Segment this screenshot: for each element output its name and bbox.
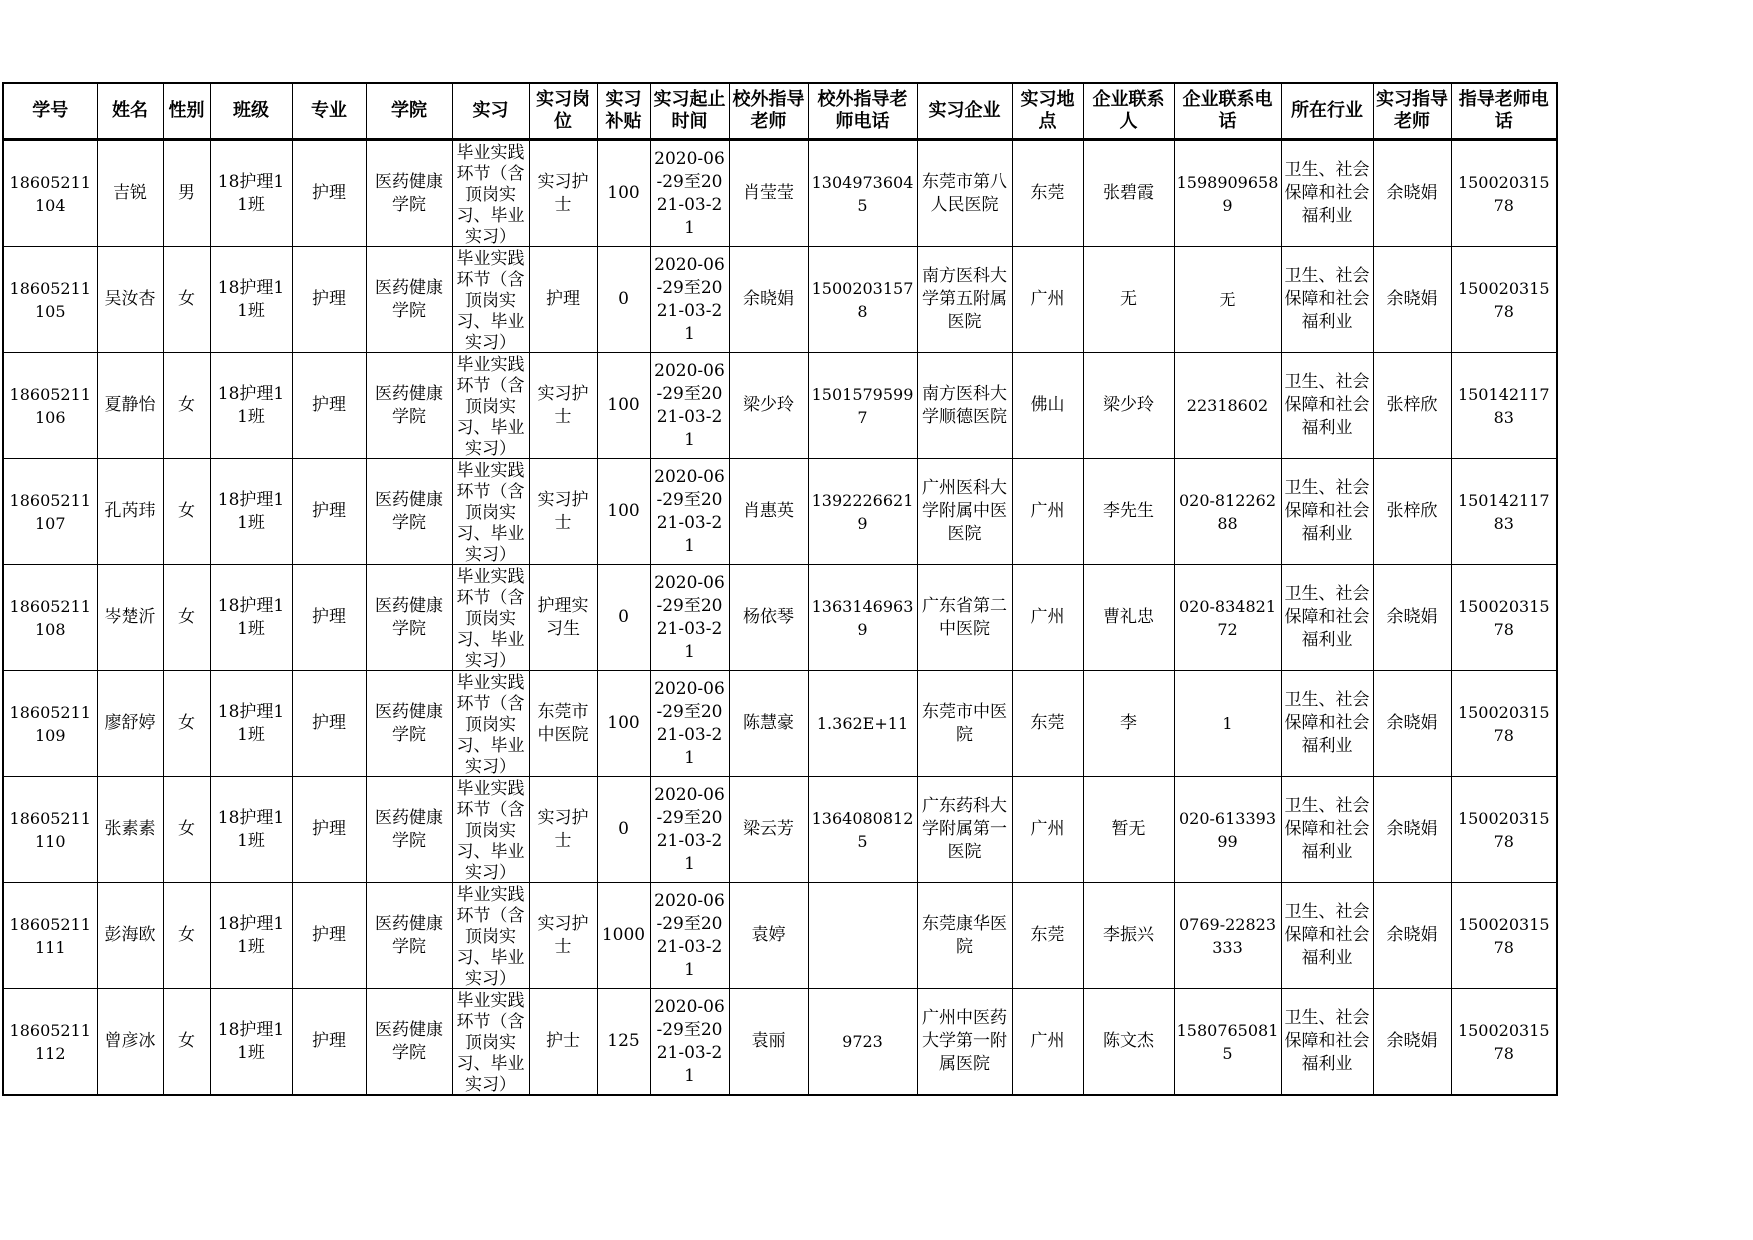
cell-college: 医药健康学院 [366, 883, 452, 989]
cell-gender: 女 [163, 459, 210, 565]
cell-company-phone: 15807650815 [1174, 989, 1281, 1096]
cell-company: 广州医科大学附属中医医院 [917, 459, 1012, 565]
cell-student-id: 18605211105 [3, 247, 97, 353]
cell-industry: 卫生、社会保障和社会福利业 [1281, 777, 1373, 883]
cell-gender: 女 [163, 353, 210, 459]
header-company-phone: 企业联系电话 [1174, 83, 1281, 140]
cell-external-supervisor: 梁少玲 [729, 353, 808, 459]
cell-external-supervisor-phone: 13631469639 [808, 565, 917, 671]
table-header [3, 83, 1557, 140]
cell-college: 医药健康学院 [366, 989, 452, 1096]
header-subsidy: 实习补贴 [597, 83, 650, 140]
header-period: 实习起止时间 [650, 83, 729, 140]
cell-company-phone: 无 [1174, 247, 1281, 353]
cell-company-contact: 暂无 [1083, 777, 1174, 883]
cell-industry: 卫生、社会保障和社会福利业 [1281, 671, 1373, 777]
cell-company: 广州中医药大学第一附属医院 [917, 989, 1012, 1096]
cell-supervisor-phone: 15002031578 [1451, 989, 1557, 1096]
cell-class: 18护理11班 [210, 989, 292, 1096]
cell-company: 东莞市中医院 [917, 671, 1012, 777]
cell-name: 孔芮玮 [97, 459, 163, 565]
header-college: 学院 [366, 83, 452, 140]
cell-company-phone: 22318602 [1174, 353, 1281, 459]
cell-industry: 卫生、社会保障和社会福利业 [1281, 353, 1373, 459]
header-major: 专业 [292, 83, 366, 140]
cell-location: 东莞 [1012, 140, 1083, 247]
cell-class: 18护理11班 [210, 247, 292, 353]
cell-name: 张素素 [97, 777, 163, 883]
cell-position: 实习护士 [529, 459, 597, 565]
cell-company-phone: 020-61339399 [1174, 777, 1281, 883]
header-company: 实习企业 [917, 83, 1012, 140]
cell-major: 护理 [292, 565, 366, 671]
cell-period: 2020-06-29至2021-03-21 [650, 565, 729, 671]
cell-industry: 卫生、社会保障和社会福利业 [1281, 565, 1373, 671]
cell-company: 南方医科大学顺德医院 [917, 353, 1012, 459]
cell-class: 18护理11班 [210, 140, 292, 247]
cell-location: 东莞 [1012, 883, 1083, 989]
cell-supervisor: 余晓娟 [1373, 989, 1451, 1096]
cell-class: 18护理11班 [210, 459, 292, 565]
cell-external-supervisor: 杨依琴 [729, 565, 808, 671]
cell-name: 廖舒婷 [97, 671, 163, 777]
header-class: 班级 [210, 83, 292, 140]
cell-position: 实习护士 [529, 353, 597, 459]
cell-student-id: 18605211110 [3, 777, 97, 883]
cell-college: 医药健康学院 [366, 247, 452, 353]
cell-external-supervisor-phone: 13640808125 [808, 777, 917, 883]
cell-period: 2020-06-29至2021-03-21 [650, 459, 729, 565]
cell-class: 18护理11班 [210, 777, 292, 883]
cell-name: 夏静怡 [97, 353, 163, 459]
cell-company-contact: 李 [1083, 671, 1174, 777]
cell-position: 护士 [529, 989, 597, 1096]
table-body [3, 140, 1557, 1096]
cell-external-supervisor-phone: 15015795997 [808, 353, 917, 459]
cell-location: 东莞 [1012, 671, 1083, 777]
cell-company-contact: 李先生 [1083, 459, 1174, 565]
cell-name: 彭海欧 [97, 883, 163, 989]
cell-position: 实习护士 [529, 883, 597, 989]
table-row [3, 247, 1557, 353]
cell-location: 广州 [1012, 777, 1083, 883]
cell-external-supervisor-phone: 13049736045 [808, 140, 917, 247]
header-company-contact: 企业联系人 [1083, 83, 1174, 140]
cell-subsidy: 100 [597, 140, 650, 247]
cell-supervisor: 余晓娟 [1373, 140, 1451, 247]
cell-external-supervisor: 余晓娟 [729, 247, 808, 353]
cell-industry: 卫生、社会保障和社会福利业 [1281, 140, 1373, 247]
cell-company-phone: 15989096589 [1174, 140, 1281, 247]
cell-gender: 女 [163, 883, 210, 989]
cell-text: 毕业实践环节（含顶岗实习、毕业实习） [456, 143, 525, 244]
cell-subsidy: 0 [597, 247, 650, 353]
cell-college: 医药健康学院 [366, 565, 452, 671]
cell-supervisor: 余晓娟 [1373, 247, 1451, 353]
cell-name: 吉锐 [97, 140, 163, 247]
cell-industry: 卫生、社会保障和社会福利业 [1281, 989, 1373, 1096]
cell-company: 东莞康华医院 [917, 883, 1012, 989]
cell-student-id: 18605211107 [3, 459, 97, 565]
cell-gender: 男 [163, 140, 210, 247]
cell-gender: 女 [163, 989, 210, 1096]
cell-major: 护理 [292, 989, 366, 1096]
cell-location: 广州 [1012, 565, 1083, 671]
table-row [3, 989, 1557, 1096]
cell-industry: 卫生、社会保障和社会福利业 [1281, 459, 1373, 565]
cell-internship-type [452, 777, 529, 883]
header-student-id: 学号 [3, 83, 97, 140]
cell-external-supervisor-phone: 1.362E+11 [808, 671, 917, 777]
internship-table [2, 82, 1558, 1096]
header-gender: 性别 [163, 83, 210, 140]
table-row [3, 565, 1557, 671]
cell-gender: 女 [163, 671, 210, 777]
cell-college: 医药健康学院 [366, 671, 452, 777]
cell-external-supervisor: 袁婷 [729, 883, 808, 989]
cell-industry: 卫生、社会保障和社会福利业 [1281, 883, 1373, 989]
cell-company-phone: 1 [1174, 671, 1281, 777]
cell-gender: 女 [163, 247, 210, 353]
cell-company-contact: 李振兴 [1083, 883, 1174, 989]
cell-position: 护理 [529, 247, 597, 353]
cell-supervisor: 张梓欣 [1373, 353, 1451, 459]
cell-internship-type [452, 989, 529, 1096]
cell-internship-type [452, 353, 529, 459]
cell-class: 18护理11班 [210, 353, 292, 459]
header-external-supervisor-phone: 校外指导老师电话 [808, 83, 917, 140]
cell-major: 护理 [292, 777, 366, 883]
cell-college: 医药健康学院 [366, 353, 452, 459]
cell-external-supervisor-phone: 15002031578 [808, 247, 917, 353]
cell-name: 吴汝杏 [97, 247, 163, 353]
cell-major: 护理 [292, 353, 366, 459]
cell-major: 护理 [292, 883, 366, 989]
cell-company-phone: 020-81226288 [1174, 459, 1281, 565]
cell-major: 护理 [292, 671, 366, 777]
cell-company-phone: 020-83482172 [1174, 565, 1281, 671]
cell-text: 毕业实践环节（含顶岗实习、毕业实习） [456, 991, 525, 1092]
internship-table-container [2, 82, 1558, 1096]
cell-internship-type [452, 247, 529, 353]
header-row [3, 83, 1557, 140]
table-row [3, 140, 1557, 247]
cell-external-supervisor: 肖莹莹 [729, 140, 808, 247]
cell-major: 护理 [292, 459, 366, 565]
cell-position: 东莞市中医院 [529, 671, 597, 777]
cell-external-supervisor-phone: 9723 [808, 989, 917, 1096]
cell-location: 广州 [1012, 989, 1083, 1096]
cell-external-supervisor: 肖惠英 [729, 459, 808, 565]
cell-major: 护理 [292, 247, 366, 353]
cell-name: 岑楚沂 [97, 565, 163, 671]
cell-subsidy: 100 [597, 459, 650, 565]
cell-subsidy: 100 [597, 671, 650, 777]
cell-class: 18护理11班 [210, 565, 292, 671]
cell-company: 南方医科大学第五附属医院 [917, 247, 1012, 353]
cell-company: 东莞市第八人民医院 [917, 140, 1012, 247]
cell-gender: 女 [163, 777, 210, 883]
cell-text: 毕业实践环节（含顶岗实习、毕业实习） [456, 567, 525, 668]
cell-external-supervisor-phone [808, 883, 917, 989]
cell-external-supervisor: 梁云芳 [729, 777, 808, 883]
cell-company-phone: 0769-22823333 [1174, 883, 1281, 989]
header-supervisor: 实习指导老师 [1373, 83, 1451, 140]
cell-position: 实习护士 [529, 777, 597, 883]
header-position: 实习岗位 [529, 83, 597, 140]
header-internship-type: 实习 [452, 83, 529, 140]
table-row [3, 671, 1557, 777]
cell-period: 2020-06-29至2021-03-21 [650, 140, 729, 247]
cell-supervisor: 张梓欣 [1373, 459, 1451, 565]
cell-period: 2020-06-29至2021-03-21 [650, 247, 729, 353]
cell-text: 毕业实践环节（含顶岗实习、毕业实习） [456, 249, 525, 350]
cell-major: 护理 [292, 140, 366, 247]
cell-period: 2020-06-29至2021-03-21 [650, 777, 729, 883]
cell-text: 毕业实践环节（含顶岗实习、毕业实习） [456, 673, 525, 774]
cell-supervisor-phone: 15002031578 [1451, 247, 1557, 353]
cell-location: 广州 [1012, 459, 1083, 565]
cell-subsidy: 0 [597, 777, 650, 883]
cell-supervisor: 余晓娟 [1373, 777, 1451, 883]
cell-student-id: 18605211111 [3, 883, 97, 989]
cell-text: 毕业实践环节（含顶岗实习、毕业实习） [456, 779, 525, 880]
cell-supervisor-phone: 15014211783 [1451, 353, 1557, 459]
header-supervisor-phone: 指导老师电话 [1451, 83, 1557, 140]
cell-student-id: 18605211108 [3, 565, 97, 671]
cell-period: 2020-06-29至2021-03-21 [650, 353, 729, 459]
cell-class: 18护理11班 [210, 671, 292, 777]
cell-internship-type [452, 671, 529, 777]
cell-position: 实习护士 [529, 140, 597, 247]
header-location: 实习地点 [1012, 83, 1083, 140]
cell-class: 18护理11班 [210, 883, 292, 989]
table-row [3, 777, 1557, 883]
cell-company-contact: 梁少玲 [1083, 353, 1174, 459]
cell-supervisor-phone: 15014211783 [1451, 459, 1557, 565]
cell-supervisor-phone: 15002031578 [1451, 140, 1557, 247]
cell-subsidy: 1000 [597, 883, 650, 989]
cell-supervisor: 余晓娟 [1373, 671, 1451, 777]
cell-company-contact: 曹礼忠 [1083, 565, 1174, 671]
header-external-supervisor: 校外指导老师 [729, 83, 808, 140]
cell-company-contact: 张碧霞 [1083, 140, 1174, 247]
cell-student-id: 18605211112 [3, 989, 97, 1096]
cell-external-supervisor-phone: 13922266219 [808, 459, 917, 565]
cell-company-contact: 无 [1083, 247, 1174, 353]
cell-supervisor-phone: 15002031578 [1451, 777, 1557, 883]
cell-subsidy: 125 [597, 989, 650, 1096]
cell-name: 曾彦冰 [97, 989, 163, 1096]
cell-text: 毕业实践环节（含顶岗实习、毕业实习） [456, 461, 525, 562]
table-row [3, 353, 1557, 459]
cell-college: 医药健康学院 [366, 777, 452, 883]
cell-industry: 卫生、社会保障和社会福利业 [1281, 247, 1373, 353]
header-name: 姓名 [97, 83, 163, 140]
cell-internship-type [452, 883, 529, 989]
cell-supervisor-phone: 15002031578 [1451, 883, 1557, 989]
cell-supervisor-phone: 15002031578 [1451, 565, 1557, 671]
cell-student-id: 18605211109 [3, 671, 97, 777]
cell-student-id: 18605211106 [3, 353, 97, 459]
table-row [3, 883, 1557, 989]
cell-text: 毕业实践环节（含顶岗实习、毕业实习） [456, 355, 525, 456]
cell-location: 广州 [1012, 247, 1083, 353]
cell-external-supervisor: 陈慧豪 [729, 671, 808, 777]
cell-supervisor: 余晓娟 [1373, 565, 1451, 671]
cell-internship-type [452, 459, 529, 565]
cell-subsidy: 0 [597, 565, 650, 671]
header-industry: 所在行业 [1281, 83, 1373, 140]
cell-period: 2020-06-29至2021-03-21 [650, 671, 729, 777]
cell-position: 护理实习生 [529, 565, 597, 671]
cell-company-contact: 陈文杰 [1083, 989, 1174, 1096]
cell-student-id: 18605211104 [3, 140, 97, 247]
cell-supervisor-phone: 15002031578 [1451, 671, 1557, 777]
cell-gender: 女 [163, 565, 210, 671]
cell-location: 佛山 [1012, 353, 1083, 459]
table-row [3, 459, 1557, 565]
cell-text: 毕业实践环节（含顶岗实习、毕业实习） [456, 885, 525, 986]
cell-external-supervisor: 袁丽 [729, 989, 808, 1096]
cell-period: 2020-06-29至2021-03-21 [650, 989, 729, 1096]
cell-internship-type [452, 140, 529, 247]
cell-internship-type [452, 565, 529, 671]
cell-college: 医药健康学院 [366, 140, 452, 247]
cell-company: 广东省第二中医院 [917, 565, 1012, 671]
cell-company: 广东药科大学附属第一医院 [917, 777, 1012, 883]
cell-subsidy: 100 [597, 353, 650, 459]
cell-college: 医药健康学院 [366, 459, 452, 565]
cell-period: 2020-06-29至2021-03-21 [650, 883, 729, 989]
cell-supervisor: 余晓娟 [1373, 883, 1451, 989]
